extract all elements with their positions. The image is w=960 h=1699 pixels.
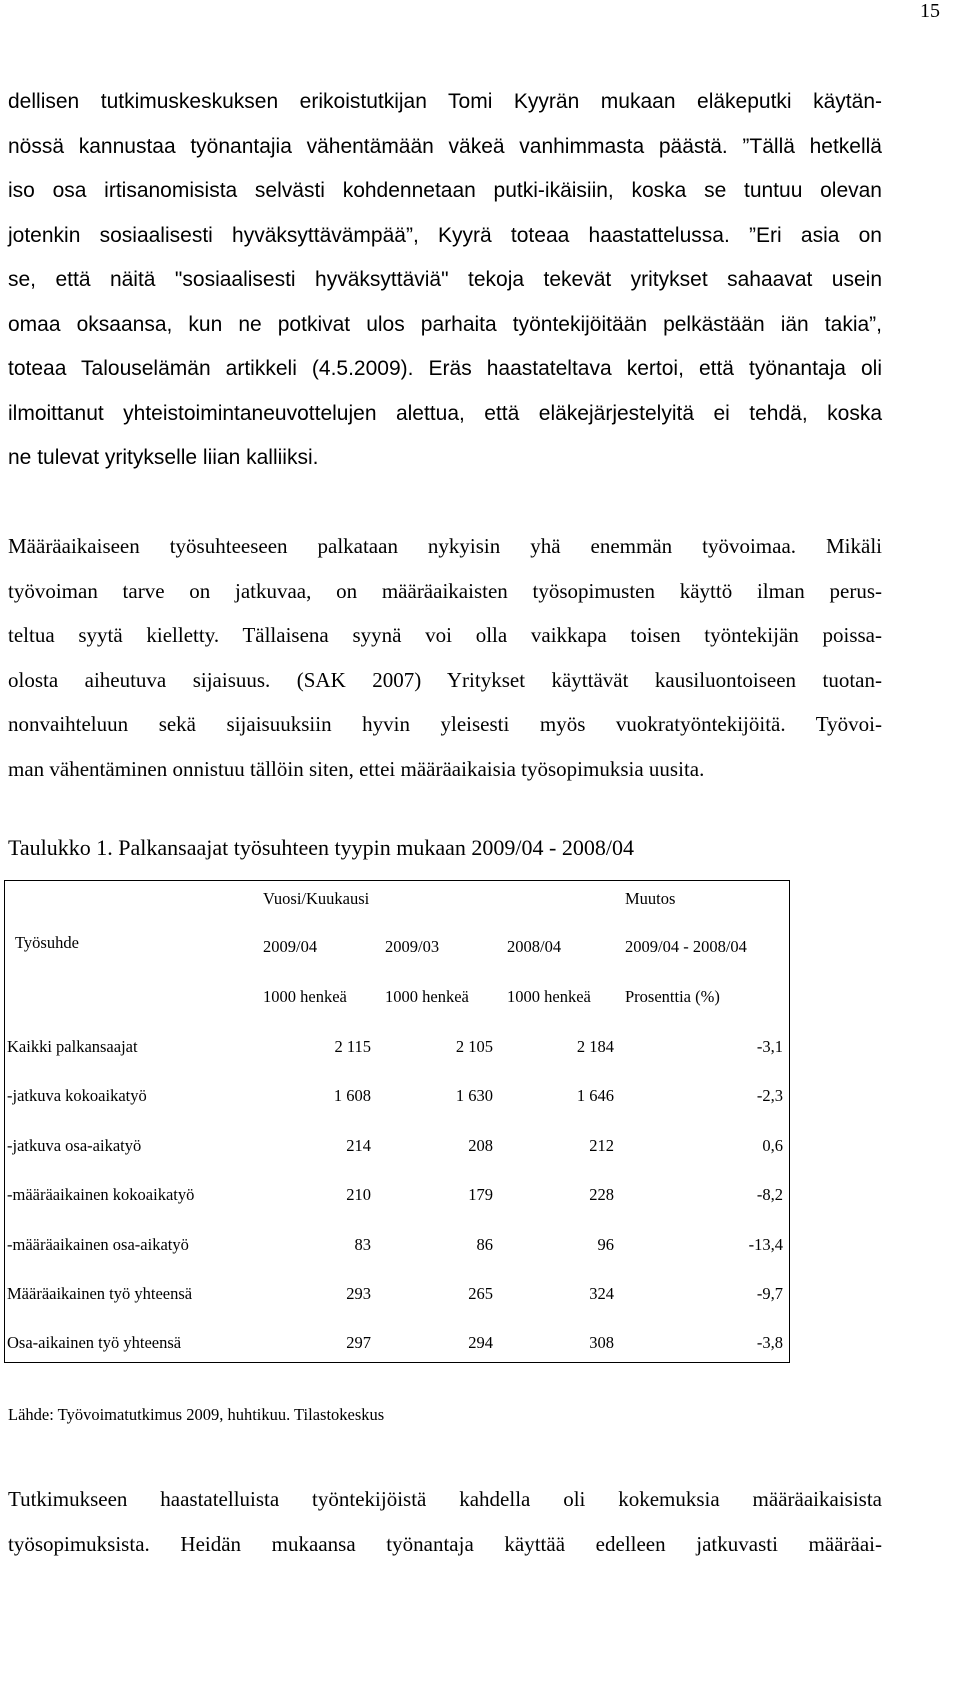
row-label: -määräaikainen kokoaikatyö (7, 1185, 195, 1204)
row-label: Kaikki palkansaajat (7, 1037, 138, 1056)
header-row-label: Työsuhde (15, 933, 79, 952)
paragraph-retirement (8, 80, 882, 481)
paragraph-interviews (8, 1477, 882, 1566)
header-period: 2008/04 (507, 937, 562, 956)
row-label: -jatkuva kokoaikatyö (7, 1086, 147, 1105)
text-line: teltua syytä kielletty. Tällaisena syynä voi olla vaikkapa toisen työntekijän poissa- (8, 623, 882, 647)
cell-value: 1 608 (333, 1086, 371, 1105)
text-line: omaa oksaansa, kun ne potkivat ulos parhaita työntekijöitään pelkästään iän takia”, (8, 312, 882, 336)
text-line: työvoiman tarve on jatkuvaa, on määräaikaisten työsopimusten käyttö ilman perus- (8, 578, 882, 603)
cell-value: 2 184 (576, 1037, 614, 1056)
cell-value: 96 (597, 1235, 614, 1254)
row-label: Määräaikainen työ yhteensä (7, 1284, 193, 1303)
cell-value: 1 630 (455, 1086, 493, 1105)
header-unit: Prosenttia (%) (625, 987, 720, 1006)
text-line: toteaa Talouselämän artikkeli (4.5.2009). Eräs haastateltava kertoi, että työnantaja oli (8, 357, 882, 380)
table-title: Taulukko 1. Palkansaajat työsuhteen tyypin mukaan 2009/04 - 2008/04 (8, 835, 634, 860)
cell-value: -9,7 (756, 1284, 783, 1303)
header-unit: 1000 henkeä (263, 987, 347, 1006)
header-period: 2009/04 - 2008/04 (625, 937, 747, 956)
cell-value: -2,3 (756, 1086, 783, 1105)
paragraph-fixed-term (8, 524, 882, 791)
table-source: Lähde: Työvoimatutkimus 2009, huhtikuu. Tilastokeskus (8, 1405, 385, 1424)
header-period: 2009/04 (263, 937, 318, 956)
text-line: dellisen tutkimuskeskuksen erikoistutkijan Tomi Kyyrän mukaan eläkeputki käytän- (8, 90, 882, 113)
cell-value: -8,2 (756, 1185, 783, 1204)
text-line: nonvaihteluun sekä sijaisuuksiin hyvin yleisesti myös vuokratyöntekijöitä. Työvoi- (8, 712, 882, 736)
cell-value: 179 (468, 1185, 493, 1204)
text-line: ne tulevat yritykselle liian kalliiksi. (8, 446, 319, 469)
text-line: se, että näitä "sosiaalisesti hyväksyttäviä" tekoja tekevät yritykset sahaavat usein (8, 268, 882, 291)
row-label: -jatkuva osa-aikatyö (7, 1136, 142, 1155)
text-line: iso osa irtisanomisista selvästi kohdennetaan putki-ikäisiin, koska se tuntuu olevan (8, 179, 882, 202)
cell-value: 1 646 (576, 1086, 614, 1105)
text-line: man vähentäminen onnistuu tällöin siten, ettei määräaikaisia työsopimuksia uusita. (8, 756, 705, 781)
cell-value: 210 (346, 1185, 371, 1204)
cell-value: 212 (589, 1136, 614, 1155)
cell-value: 214 (346, 1136, 371, 1155)
header-unit: 1000 henkeä (507, 987, 591, 1006)
cell-value: 0,6 (762, 1136, 783, 1155)
cell-value: -3,1 (756, 1037, 783, 1056)
row-label: Osa-aikainen työ yhteensä (7, 1333, 182, 1352)
text-line: nössä kannustaa työnantajia vähentämään väkeä vanhimmasta päästä. ”Tällä hetkellä (8, 134, 882, 158)
cell-value: -3,8 (756, 1333, 783, 1352)
text-line: Määräaikaiseen työsuhteeseen palkataan nykyisin yhä enemmän työvoimaa. Mikäli (8, 534, 882, 558)
header-period: 2009/03 (385, 937, 440, 956)
cell-value: 2 115 (334, 1037, 371, 1056)
text-line: ilmoittanut yhteistoimintaneuvottelujen alettua, että eläkejärjestelyitä ei tehdä, koska (8, 401, 882, 425)
cell-value: 294 (468, 1333, 493, 1352)
row-label: -määräaikainen osa-aikatyö (7, 1235, 189, 1254)
cell-value: 324 (589, 1284, 614, 1303)
cell-value: 208 (468, 1136, 493, 1155)
header-group-right: Muutos (625, 889, 676, 908)
cell-value: 2 105 (455, 1037, 493, 1056)
header-unit: 1000 henkeä (385, 987, 469, 1006)
page-number: 15 (920, 0, 940, 22)
cell-value: 308 (589, 1333, 614, 1352)
cell-value: -13,4 (748, 1235, 783, 1254)
cell-value: 228 (589, 1185, 614, 1204)
cell-value: 297 (346, 1333, 371, 1352)
text-line: jotenkin sosiaalisesti hyväksyttävämpää”, Kyyrä toteaa haastattelussa. ”Eri asia on (8, 223, 882, 247)
cell-value: 83 (354, 1235, 371, 1254)
text-line: olosta aiheutuva sijaisuus. (SAK 2007) Yritykset käyttävät kausiluontoiseen tuotan- (8, 667, 882, 692)
header-group-left: Vuosi/Kuukausi (263, 889, 370, 908)
cell-value: 265 (468, 1284, 493, 1303)
employment-table (4, 880, 790, 1363)
text-line: työsopimuksista. Heidän mukaansa työnantaja käyttää edelleen jatkuvasti määräai- (8, 1531, 882, 1556)
text-line: Tutkimukseen haastatelluista työntekijöistä kahdella oli kokemuksia määräaikaisista (8, 1487, 882, 1511)
cell-value: 86 (476, 1235, 493, 1254)
cell-value: 293 (346, 1284, 371, 1303)
